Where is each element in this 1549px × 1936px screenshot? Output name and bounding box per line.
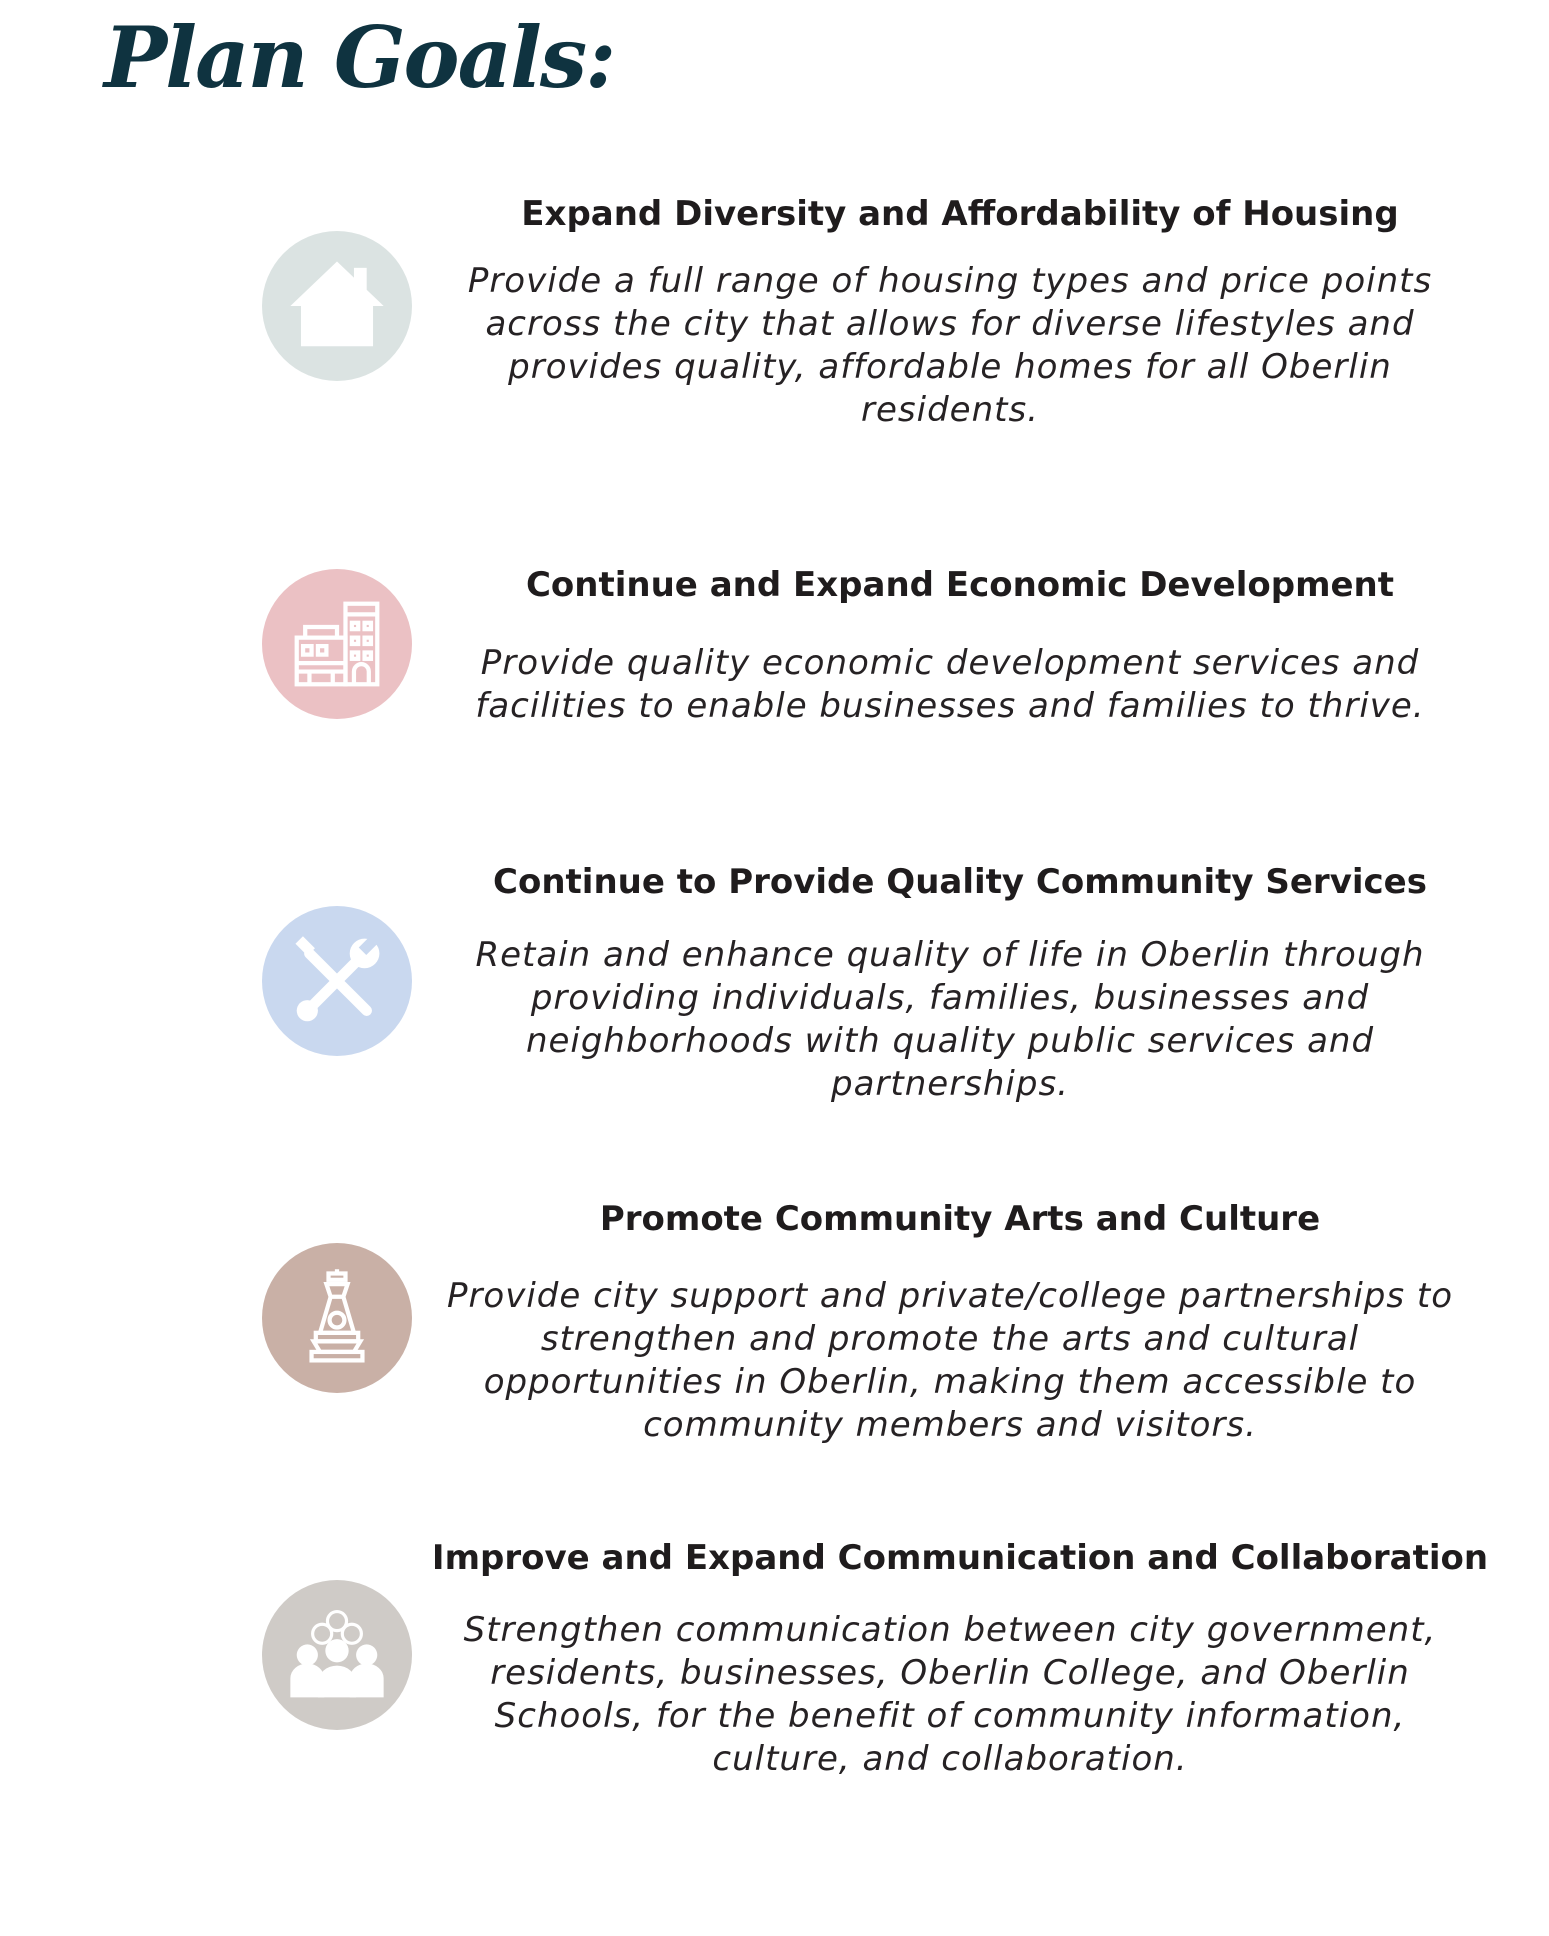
page-title: Plan Goals: bbox=[104, 8, 615, 107]
people-group-icon bbox=[262, 1580, 412, 1730]
sculpture-icon bbox=[262, 1243, 412, 1393]
house-icon bbox=[262, 231, 412, 381]
goal-description: Strengthen communication between city government, residents, businesses, Oberlin College, and Oberlin Schools, for the benefit of community information, culture, and collaboration. bbox=[463, 1610, 1437, 1779]
wrench-screwdriver-icon bbox=[262, 906, 412, 1056]
goal-heading: Continue and Expand Economic Development bbox=[525, 565, 1395, 605]
goal-description: Retain and enhance quality of life in Oberlin through providing individuals, families, businesses and neighborhoods with quality public services and partnerships. bbox=[475, 935, 1425, 1104]
goal-heading: Continue to Provide Quality Community Services bbox=[493, 862, 1427, 902]
goal-heading: Improve and Expand Communication and Collaboration bbox=[431, 1538, 1489, 1578]
goal-description: Provide a full range of housing types and price points across the city that allows for diverse lifestyles and provides quality, affordable homes for all Oberlin residents. bbox=[467, 261, 1433, 430]
goal-heading: Expand Diversity and Affordability of Housing bbox=[521, 194, 1399, 234]
goal-description: Provide city support and private/college partnerships to strengthen and promote the arts and cultural opportunities in Oberlin, making them accessible to community members and visitors. bbox=[446, 1276, 1454, 1445]
goal-heading: Promote Community Arts and Culture bbox=[599, 1199, 1321, 1239]
goal-description: Provide quality economic development services and facilities to enable businesses and families to thrive. bbox=[475, 643, 1425, 726]
buildings-icon bbox=[262, 569, 412, 719]
